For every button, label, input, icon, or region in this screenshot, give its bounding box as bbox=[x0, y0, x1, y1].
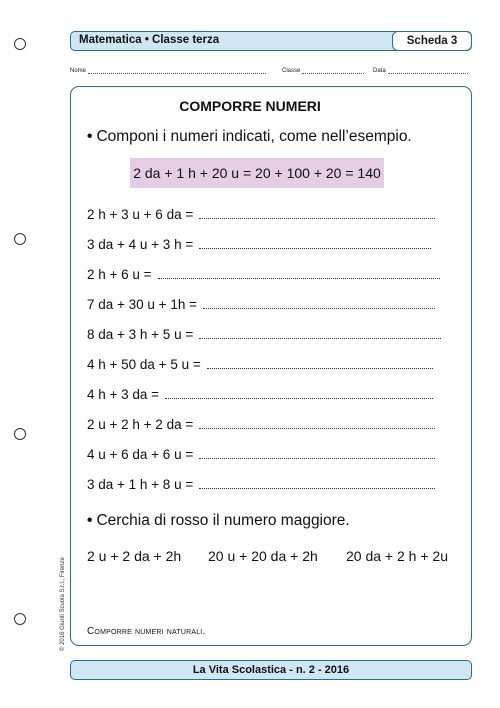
exercise-expression: 2 u + 2 h + 2 da = bbox=[87, 417, 194, 432]
bullet-icon: • bbox=[87, 128, 93, 145]
exercise-expression: 4 h + 50 da + 5 u = bbox=[87, 357, 201, 372]
date-field[interactable] bbox=[373, 67, 468, 74]
answer-line[interactable] bbox=[199, 485, 435, 489]
exercise-expression: 4 h + 3 da = bbox=[87, 387, 160, 402]
sheet-number-tab: Scheda 3 bbox=[392, 31, 472, 51]
exercise-row bbox=[87, 236, 431, 252]
exercise-row bbox=[87, 296, 435, 312]
exercise-expression: 3 da + 1 h + 8 u = bbox=[87, 477, 194, 492]
exercise-row bbox=[87, 386, 433, 402]
answer-line[interactable] bbox=[199, 335, 441, 339]
exercise-expression: 4 u + 6 da + 6 u = bbox=[87, 447, 194, 462]
exercise-row bbox=[87, 356, 433, 372]
exercise-expression: 7 da + 30 u + 1h = bbox=[87, 297, 197, 312]
binder-hole-bottom bbox=[14, 613, 26, 625]
answer-line[interactable] bbox=[199, 455, 435, 459]
bullet-icon: • bbox=[87, 512, 93, 529]
number-option-2[interactable]: 20 u + 20 da + 2h bbox=[208, 548, 318, 564]
instruction-circle bbox=[87, 512, 350, 530]
exercise-expression: 3 da + 4 u + 3 h = bbox=[87, 237, 194, 252]
worksheet-title: COMPORRE NUMERI bbox=[179, 98, 321, 114]
answer-line[interactable] bbox=[199, 245, 431, 249]
instruction-circle-text: Cerchia di rosso il numero maggiore. bbox=[96, 512, 350, 529]
copyright-notice: © 2016 Giunti Scuola S.r.l., Firenze bbox=[60, 557, 66, 651]
exercise-row bbox=[87, 326, 441, 342]
exercise-row bbox=[87, 446, 435, 462]
name-label: Nome bbox=[70, 68, 87, 74]
answer-line[interactable] bbox=[199, 215, 435, 219]
instruction-compose-text: Componi i numeri indicati, come nell’esempio. bbox=[96, 128, 412, 145]
exercise-expression: 8 da + 3 h + 5 u = bbox=[87, 327, 194, 342]
class-field[interactable] bbox=[282, 67, 364, 74]
answer-line[interactable] bbox=[207, 365, 433, 369]
exercise-row bbox=[87, 416, 435, 432]
instruction-compose bbox=[87, 128, 412, 146]
binder-hole-top bbox=[14, 38, 26, 50]
number-option-1[interactable]: 2 u + 2 da + 2h bbox=[87, 548, 182, 564]
exercise-expression: 2 h + 3 u + 6 da = bbox=[87, 207, 194, 222]
exercise-row bbox=[87, 206, 435, 222]
answer-line[interactable] bbox=[165, 395, 433, 399]
exercise-row bbox=[87, 266, 440, 282]
exercise-row bbox=[87, 476, 435, 492]
exercise-expression: 2 h + 6 u = bbox=[87, 267, 152, 282]
date-label: Data bbox=[373, 68, 386, 74]
binder-hole-lower-middle bbox=[14, 428, 26, 440]
answer-line[interactable] bbox=[203, 305, 435, 309]
binder-hole-upper-middle bbox=[14, 233, 26, 245]
header-subject-title: Matematica • Classe terza bbox=[79, 34, 220, 46]
footer-topic-note: Comporre numeri naturali. bbox=[87, 626, 206, 637]
answer-line[interactable] bbox=[199, 425, 435, 429]
header-bar bbox=[70, 31, 472, 51]
answer-line[interactable] bbox=[158, 275, 440, 279]
class-label: Classe bbox=[282, 68, 301, 74]
example-box: 2 da + 1 h + 20 u = 20 + 100 + 20 = 140 bbox=[130, 158, 384, 188]
publication-footer-bar: La Vita Scolastica - n. 2 - 2016 bbox=[70, 660, 472, 680]
name-field[interactable] bbox=[70, 67, 266, 74]
number-option-3[interactable]: 20 da + 2 h + 2u bbox=[346, 548, 448, 564]
